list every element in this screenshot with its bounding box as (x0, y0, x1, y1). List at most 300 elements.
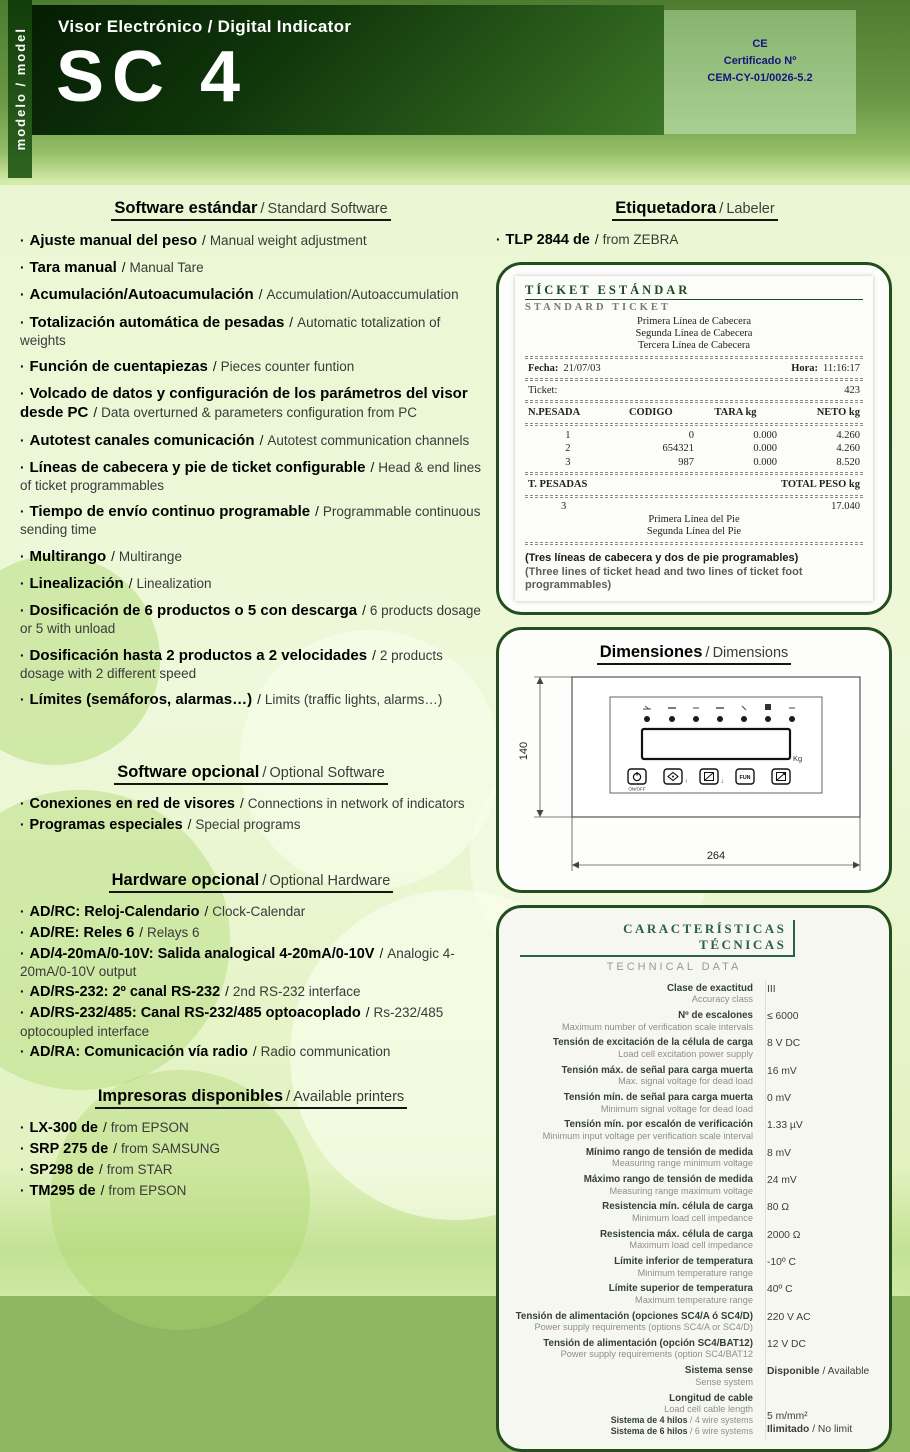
bullet: · (496, 232, 501, 247)
item-text-en: from EPSON (110, 1120, 189, 1136)
tech-row (513, 1035, 875, 1062)
item-text-en: Rs-232/485 optocoupled interface (20, 1005, 444, 1039)
item-text-es: Linealización (29, 574, 124, 592)
item-sep: / (202, 233, 206, 248)
heading-es: Software opcional (117, 763, 260, 782)
heading-sep: / (719, 200, 724, 217)
item-text-es: Límites (semáforos, alarmas…) (29, 690, 253, 708)
item-text-es: LX-300 de (29, 1120, 98, 1137)
spec-label-es: Sistema sense (684, 1365, 753, 1377)
item-text-en: Special programs (195, 817, 301, 833)
ticket-title-es: TÍCKET ESTÁNDAR (525, 283, 863, 300)
spec-label-en: Power supply requirements (options SC4/A or SC4/D) (534, 1322, 753, 1333)
ticket-weigh-row (525, 429, 863, 443)
bullet: · (20, 603, 25, 619)
item-sep: / (258, 287, 263, 303)
bullet: · (20, 548, 25, 564)
heading-es: Etiquetadora (615, 199, 717, 217)
item-text-es: TM295 de (29, 1183, 96, 1200)
cell-neto: 4.260 (836, 429, 860, 441)
heading-en: Optional Hardware (269, 872, 391, 889)
item-sep: / (187, 817, 192, 833)
dimensions-drawing (510, 669, 882, 881)
list-item (20, 903, 484, 922)
cell-npesada: 1 (565, 429, 571, 441)
item-text-es: TLP 2844 de (505, 232, 590, 248)
dimensions-card (496, 627, 892, 893)
model-name: SC 4 (56, 37, 249, 117)
tech-row (513, 1171, 875, 1198)
heading-es: Software estándar (114, 199, 258, 217)
spec-label-en: Sense system (695, 1376, 753, 1387)
cell-tara: 0.000 (753, 456, 777, 468)
section-heading (510, 643, 878, 665)
bullet: · (20, 796, 25, 812)
list-item (20, 574, 484, 593)
bullet: · (20, 817, 25, 833)
tech-row (513, 980, 875, 1007)
bullet: · (20, 287, 25, 303)
item-text-en: from SAMSUNG (121, 1141, 221, 1157)
date-value: 21/07/03 (563, 362, 601, 374)
ticket-header-line: Primera Línea de Cabecera (637, 315, 751, 327)
spec-value: 80 Ω (767, 1202, 790, 1214)
ce-certificate-box (664, 10, 856, 134)
cell-codigo: 0 (688, 429, 694, 441)
spec-label-es: Tensión de alimentación (opciones SC4/A ó SC4/D) (515, 1310, 753, 1322)
ticket-weigh-row (525, 442, 863, 456)
ticket-number-label: Ticket: (528, 384, 558, 396)
spec-label-en: Maximum temperature range (635, 1294, 753, 1305)
ticket-column-header: N.PESADA (528, 406, 581, 418)
item-sep: / (111, 548, 115, 564)
item-text-es: Autotest canales comunicación (29, 431, 255, 449)
list-item (496, 231, 896, 250)
arrowhead-left (572, 862, 579, 869)
tech-title-en: TECHNICAL DATA (606, 961, 742, 974)
list-item (20, 601, 484, 637)
tech-row (513, 1089, 875, 1116)
item-text-en: Autotest communication channels (267, 432, 470, 448)
heading-en: Standard Software (267, 201, 388, 217)
spec-label-en: Maximum load cell impedance (629, 1240, 753, 1251)
bullet: · (20, 260, 25, 276)
heading-es: Hardware opcional (111, 870, 260, 889)
item-text-es: AD/RS-232: 2º canal RS-232 (29, 984, 221, 1001)
zero-button (772, 769, 790, 784)
spec-label-en: Max. signal voltage for dead load (618, 1076, 753, 1087)
list-item (20, 1004, 484, 1040)
column-divider (765, 980, 766, 1439)
ticket-weigh-rows (525, 429, 863, 470)
weight-display (642, 729, 790, 759)
item-sep: / (379, 945, 384, 961)
spec-value: 40º C (767, 1284, 793, 1296)
spec-value: 8 V DC (767, 1038, 801, 1050)
list-item (20, 231, 484, 250)
printers-section (18, 1087, 484, 1201)
product-type-title: Visor Electrónico / Digital Indicator (58, 17, 352, 36)
list-item (20, 258, 484, 277)
cable-4wire-label: Sistema de 4 hilos / 4 wire systems (610, 1414, 753, 1425)
bullet: · (20, 924, 25, 940)
ticket-header-line: Segunda Línea de Cabecera (635, 327, 753, 339)
item-text-es: Dosificación hasta 2 productos a 2 velocidades (29, 646, 368, 664)
cell-tara: 0.000 (753, 429, 777, 441)
tech-row (513, 1253, 875, 1280)
item-text-en: Linealization (136, 575, 212, 591)
item-text-es: AD/RC: Reloj-Calendario (29, 903, 200, 920)
list-item (20, 1182, 484, 1201)
heading-sep: / (286, 1088, 291, 1106)
item-text-es: Dosificación de 6 productos o 5 con descarga (29, 602, 358, 620)
item-text-en: from EPSON (108, 1183, 187, 1199)
item-text-es: Ajuste manual del peso (29, 232, 198, 249)
arrowhead-up (537, 677, 544, 684)
spec-value: III (767, 983, 776, 995)
standard-software-section (18, 199, 484, 709)
item-sep: / (365, 1005, 370, 1021)
item-text-es: AD/RA: Comunicación vía radio (29, 1043, 248, 1060)
spec-value: 220 V AC (767, 1311, 811, 1323)
spec-label-es: Máximo rango de tensión de medida (583, 1174, 753, 1186)
spec-label-en: Load cell excitation power supply (618, 1049, 753, 1059)
heading-sep: / (262, 764, 267, 782)
ticket-separator (525, 400, 863, 403)
heading-es: Dimensiones (599, 643, 703, 662)
spec-label-en: Minimum signal voltage for dead load (600, 1103, 753, 1114)
cell-codigo: 987 (678, 456, 694, 468)
spec-label-es: Clase de exactitud (666, 982, 753, 994)
spec-value: 2000 Ω (767, 1229, 801, 1241)
list-item (20, 285, 484, 304)
power-button-label: ON/OFF (628, 786, 646, 792)
item-text-en: Data overturned & parameters configuration from PC (101, 405, 418, 421)
power-button (628, 769, 646, 792)
model-strip (8, 0, 32, 178)
ticket-separator (525, 356, 863, 359)
list-item (20, 945, 484, 981)
ticket-separator (525, 495, 863, 498)
bullet: · (20, 945, 25, 961)
ticket-totals-values (525, 501, 863, 512)
item-text-es: Tara manual (29, 259, 117, 277)
item-sep: / (315, 504, 319, 520)
spec-label-en: Minimum temperature range (637, 1267, 753, 1278)
ticket-title-en: STANDARD TICKET (525, 301, 671, 313)
spec-value: -10º C (767, 1256, 796, 1268)
left-column (18, 185, 484, 1452)
cell-npesada: 2 (565, 443, 571, 455)
item-text-en: Pieces counter funtion (220, 359, 355, 375)
bullet: · (20, 233, 25, 248)
spec-label-es: Longitud de cable (669, 1392, 753, 1404)
list-item (20, 924, 484, 943)
ticket-column-header: TARA kg (714, 406, 757, 418)
heading-es: Impresoras disponibles (97, 1087, 284, 1106)
item-text-en: Manual weight adjustment (209, 233, 367, 248)
item-sep: / (257, 691, 261, 707)
spec-label-en: Power supply requirements (option SC4/BAT12 (560, 1349, 753, 1360)
up-arrow-icon: ↑ (684, 779, 688, 786)
item-text-en: 2nd RS-232 interface (232, 984, 361, 1000)
spec-value: Disponible / Available (767, 1366, 870, 1378)
ticket-separator (525, 542, 863, 545)
spec-value: ≤ 6000 (767, 1011, 799, 1023)
tech-row (513, 1226, 875, 1253)
item-sep: / (113, 1141, 117, 1157)
tech-row (513, 1281, 875, 1308)
tech-row (513, 1062, 875, 1089)
spec-value: 24 mV (767, 1175, 797, 1187)
totals-label-right: TOTAL PESO kg (781, 479, 860, 491)
totals-label-left: T. PESADAS (528, 479, 588, 491)
spec-label-es: Tensión de alimentación (opción SC4/BAT12) (543, 1337, 753, 1349)
item-text-es: AD/4-20mA/0-10V: Salida analogical 4-20mA/0-10V (29, 945, 375, 962)
bullet: · (20, 314, 25, 330)
item-text-es: AD/RE: Reles 6 (29, 924, 135, 941)
item-text-en: Connections in network of indicators (247, 796, 465, 812)
bullet: · (20, 903, 25, 919)
ticket-header-lines (525, 316, 863, 353)
arrowhead-right (853, 862, 860, 869)
spec-label-en: Minimum input voltage per verification scale interval (542, 1130, 753, 1141)
spec-label-es: Mínimo rango de tensión de medida (585, 1146, 753, 1158)
tech-row (513, 1144, 875, 1171)
spec-value: 16 mV (767, 1065, 797, 1077)
spec-label-en: Maximum number of verification scale intervals (562, 1021, 753, 1032)
time-label: Hora: (791, 362, 819, 374)
labeler-list (494, 231, 896, 250)
bullet: · (20, 386, 25, 402)
spec-value: 8 mV (767, 1147, 792, 1159)
bullet: · (20, 432, 25, 448)
cell-tara: 0.000 (753, 443, 777, 455)
cable-4wire-value: 5 m/mm² (767, 1410, 808, 1422)
bullet: · (20, 984, 25, 1000)
ticket-separator (525, 423, 863, 426)
spec-value: 1.33 µV (767, 1120, 803, 1132)
item-text-en: Automatic totalization of weights (20, 314, 441, 348)
spec-label-es: Tensión de excitación de la célula de carga (552, 1037, 753, 1049)
list-item (20, 795, 484, 814)
item-sep: / (139, 924, 144, 940)
ticket-note-es: (Tres líneas de cabecera y dos de pie programables) (525, 551, 799, 564)
item-sep: / (362, 603, 366, 619)
item-sep: / (99, 1162, 103, 1178)
item-text-en: 2 products dosage with 2 different speed (20, 647, 443, 681)
tech-row (513, 1117, 875, 1144)
item-text-en: Head & end lines of ticket programmables (20, 459, 482, 493)
ticket-sample-card (496, 262, 892, 616)
ticket-header-line: Tercera Línea de Cabecera (637, 340, 751, 352)
tech-title-es: CARACTERÍSTICAS TÉCNICAS (623, 920, 795, 955)
cert-line-label: Certificado Nº (723, 55, 797, 68)
spec-label-en: Measuring range maximum voltage (609, 1185, 753, 1196)
spec-label-es: Límite superior de temperatura (608, 1283, 753, 1295)
bullet: · (20, 691, 25, 707)
section-heading (494, 199, 896, 221)
ticket-totals-header (525, 478, 863, 491)
bullet: · (20, 1005, 25, 1021)
spec-label-en: Accuracy class (691, 994, 753, 1005)
list-item (20, 1119, 484, 1138)
item-text-en: Clock-Calendar (212, 903, 306, 919)
tech-rows (513, 980, 875, 1439)
ticket-column-headers (525, 406, 863, 420)
tech-row (513, 1335, 875, 1362)
list-item (20, 983, 484, 1002)
spec-label-es: Tensión máx. de señal para carga muerta (561, 1064, 753, 1076)
list-item (20, 458, 484, 494)
item-text-en: Multirange (118, 548, 182, 564)
item-text-en: from STAR (106, 1162, 173, 1178)
item-sep: / (204, 903, 209, 919)
section-heading (18, 763, 484, 785)
list-item (20, 646, 484, 682)
list-item (20, 357, 484, 376)
fun-button-label: FUN (739, 775, 751, 782)
header-banner (32, 5, 664, 135)
feature-list (18, 795, 484, 835)
spec-label-es: Tensión mín. de señal para carga muerta (563, 1092, 753, 1104)
item-sep: / (121, 260, 126, 276)
tech-row-cable-length (513, 1390, 875, 1439)
page-header (0, 0, 910, 185)
bullet: · (20, 1141, 25, 1157)
section-heading (18, 871, 484, 893)
list-item (20, 313, 484, 349)
item-text-es: Conexiones en red de visores (29, 796, 235, 813)
ticket-number-value: 423 (844, 384, 860, 396)
ticket-date-row (525, 362, 863, 375)
labeler-section (494, 199, 896, 250)
height-dimension (534, 677, 572, 817)
cert-line-ce: CE (752, 38, 768, 50)
height-dim-label: 140 (518, 741, 530, 761)
item-text-es: SRP 275 de (29, 1141, 109, 1158)
ticket-column-header: CODIGO (628, 406, 673, 418)
ticket-separator (525, 472, 863, 475)
ticket-note-en: (Three lines of ticket head and two lines of ticket foot programmables) (525, 565, 803, 592)
cell-neto: 4.260 (836, 443, 860, 455)
tech-row (513, 1308, 875, 1335)
heading-en: Optional Software (269, 765, 385, 782)
bullet: · (20, 1043, 25, 1059)
item-sep: / (289, 314, 294, 330)
item-sep: / (594, 232, 599, 247)
heading-sep: / (260, 200, 265, 217)
list-item (20, 502, 484, 538)
heading-en: Dimensions (712, 645, 789, 662)
fun-button (736, 769, 754, 784)
cell-neto: 8.520 (836, 456, 860, 468)
list-item (20, 1140, 484, 1159)
item-sep: / (128, 575, 133, 591)
cert-line-number: CEM-CY-01/0026-5.2 (707, 72, 813, 85)
spec-label-en: Measuring range minimum voltage (612, 1158, 753, 1169)
cable-6wire-value: Ilimitado / No limit (767, 1424, 853, 1436)
item-text-es: Programas especiales (29, 817, 183, 834)
arrowhead-down (537, 810, 544, 817)
bullet: · (20, 504, 25, 520)
item-sep: / (225, 984, 229, 1000)
bullet: · (20, 1162, 25, 1178)
item-text-es: Totalización automática de pesadas (29, 313, 285, 331)
cable-6wire-label: Sistema de 6 hilos / 6 wire systems (610, 1425, 753, 1436)
item-text-es: SP298 de (29, 1162, 94, 1179)
ticket-paper (515, 276, 873, 602)
heading-sep: / (262, 871, 267, 889)
cell-codigo: 654321 (662, 443, 694, 455)
item-text-es: AD/RS-232/485: Canal RS-232/485 optoacoplado (29, 1005, 361, 1022)
bullet: · (20, 1120, 25, 1136)
optional-software-section (18, 763, 484, 835)
item-text-es: Función de cuentapiezas (29, 358, 208, 376)
spec-value: 0 mV (767, 1093, 792, 1105)
right-column (494, 185, 896, 1452)
bullet: · (20, 359, 25, 375)
item-text-es: Multirango (29, 547, 107, 565)
ticket-column-header: NETO kg (816, 406, 860, 418)
item-text-en: Programmable continuous sending time (20, 504, 481, 538)
feature-list (18, 231, 484, 709)
item-sep: / (370, 459, 375, 475)
list-item (20, 690, 484, 709)
content (0, 185, 910, 1452)
item-text-en: Radio communication (260, 1043, 391, 1059)
item-text-es: Tiempo de envío continuo programable (29, 503, 311, 521)
spec-label-es: Resistencia máx. célula de carga (599, 1228, 753, 1240)
item-sep: / (372, 647, 376, 663)
spec-label-es: Resistencia mín. célula de carga (602, 1201, 753, 1213)
feature-list (18, 903, 484, 1061)
tech-row (513, 1008, 875, 1035)
item-sep: / (252, 1043, 257, 1059)
item-sep: / (259, 432, 264, 448)
item-sep: / (240, 796, 244, 812)
item-sep: / (93, 405, 98, 421)
heading-en: Available printers (293, 1089, 405, 1106)
bullet: · (20, 1183, 25, 1199)
width-dim-label: 264 (706, 850, 726, 863)
item-text-en: Manual Tare (129, 260, 204, 276)
heading-en: Labeler (726, 201, 775, 217)
cell-npesada: 3 (565, 456, 571, 468)
model-strip-label: modelo / model (12, 27, 28, 151)
section-heading (18, 199, 484, 221)
item-text-en: from ZEBRA (602, 232, 679, 247)
list-item (20, 547, 484, 566)
tech-title-block (520, 920, 795, 957)
item-text-es: Acumulación/Autoacumulación (29, 286, 254, 304)
list-item (20, 816, 484, 835)
optional-hardware-section (18, 871, 484, 1061)
list-item (20, 431, 484, 450)
date-label: Fecha: (528, 362, 559, 374)
list-item (20, 384, 484, 422)
heading-sep: / (705, 644, 710, 662)
tech-row (513, 1363, 875, 1390)
ticket-footer-line: Primera Línea del Pie (648, 513, 740, 525)
bullet: · (20, 647, 25, 663)
section-heading (18, 1087, 484, 1109)
total-weighings: 3 (561, 500, 567, 512)
time-value: 11:16:17 (823, 362, 860, 374)
down-arrow-icon: ↓ (720, 779, 724, 786)
spec-label-en: Load cell cable length (664, 1404, 753, 1415)
list-item (20, 1161, 484, 1180)
